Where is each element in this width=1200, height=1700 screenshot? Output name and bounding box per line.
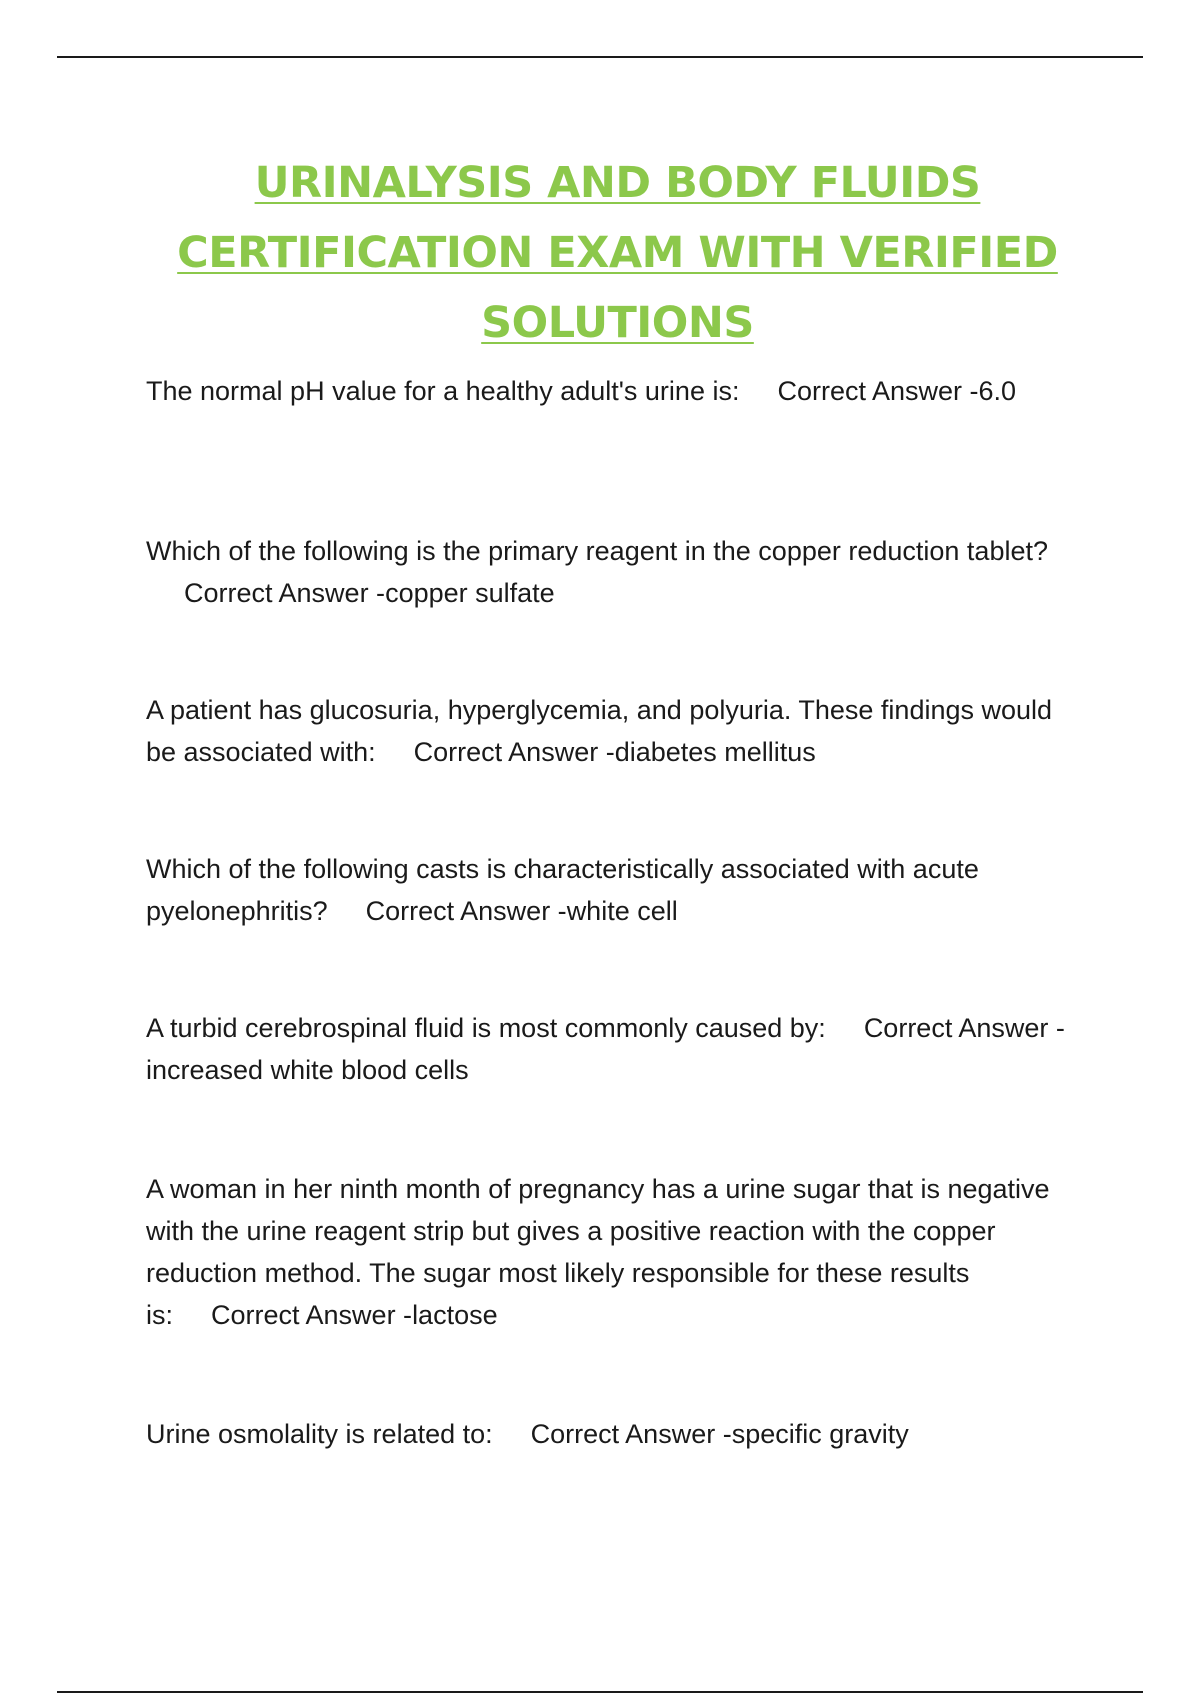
question-text: A woman in her ninth month of pregnancy has a urine sugar that is negative with the urine reagent strip but gives a positive reaction with the copper reduction method. The sugar most likely responsible for these results is: (146, 1174, 1050, 1330)
question-text: The normal pH value for a healthy adult's urine is: (146, 376, 740, 406)
bottom-rule (57, 1691, 1143, 1693)
title-line-1: URINALYSIS AND BODY FLUIDS (254, 158, 981, 208)
answer-text: lactose (412, 1300, 498, 1330)
qa-item-7 (146, 1413, 1076, 1455)
answer-text: 6.0 (978, 376, 1017, 406)
correct-answer-label: Correct Answer - (777, 376, 979, 406)
question-text: A turbid cerebrospinal fluid is most commonly caused by: (146, 1013, 826, 1043)
correct-answer-label: Correct Answer - (530, 1419, 732, 1449)
question-text: Which of the following is the primary reagent in the copper reduction tablet? (146, 536, 1048, 566)
correct-answer-label: Correct Answer - (184, 578, 386, 608)
correct-answer-label: Correct Answer - (211, 1300, 413, 1330)
answer-text: copper sulfate (385, 578, 555, 608)
qa-item-5 (146, 1007, 1076, 1091)
correct-answer-label: Correct Answer - (863, 1013, 1065, 1043)
qa-item-1 (146, 370, 1076, 412)
qa-item-2 (146, 530, 1076, 614)
correct-answer-label: Correct Answer - (413, 737, 615, 767)
question-text: A patient has glucosuria, hyperglycemia, and polyuria. These findings would be associated with: (146, 695, 1053, 767)
title-line-2: CERTIFICATION EXAM WITH VERIFIED (177, 228, 1058, 278)
qa-item-6 (146, 1168, 1076, 1336)
document-title (140, 148, 1095, 358)
answer-text: increased white blood cells (146, 1055, 469, 1085)
question-text: Which of the following casts is characteristically associated with acute pyelonephritis? (146, 854, 979, 926)
top-rule (57, 56, 1143, 58)
answer-text: white cell (566, 896, 678, 926)
correct-answer-label: Correct Answer - (365, 896, 567, 926)
qa-item-4 (146, 848, 1076, 932)
title-line-3: SOLUTIONS (481, 298, 754, 348)
answer-text: specific gravity (731, 1419, 909, 1449)
question-text: Urine osmolality is related to: (146, 1419, 493, 1449)
qa-item-3 (146, 689, 1076, 773)
answer-text: diabetes mellitus (614, 737, 816, 767)
